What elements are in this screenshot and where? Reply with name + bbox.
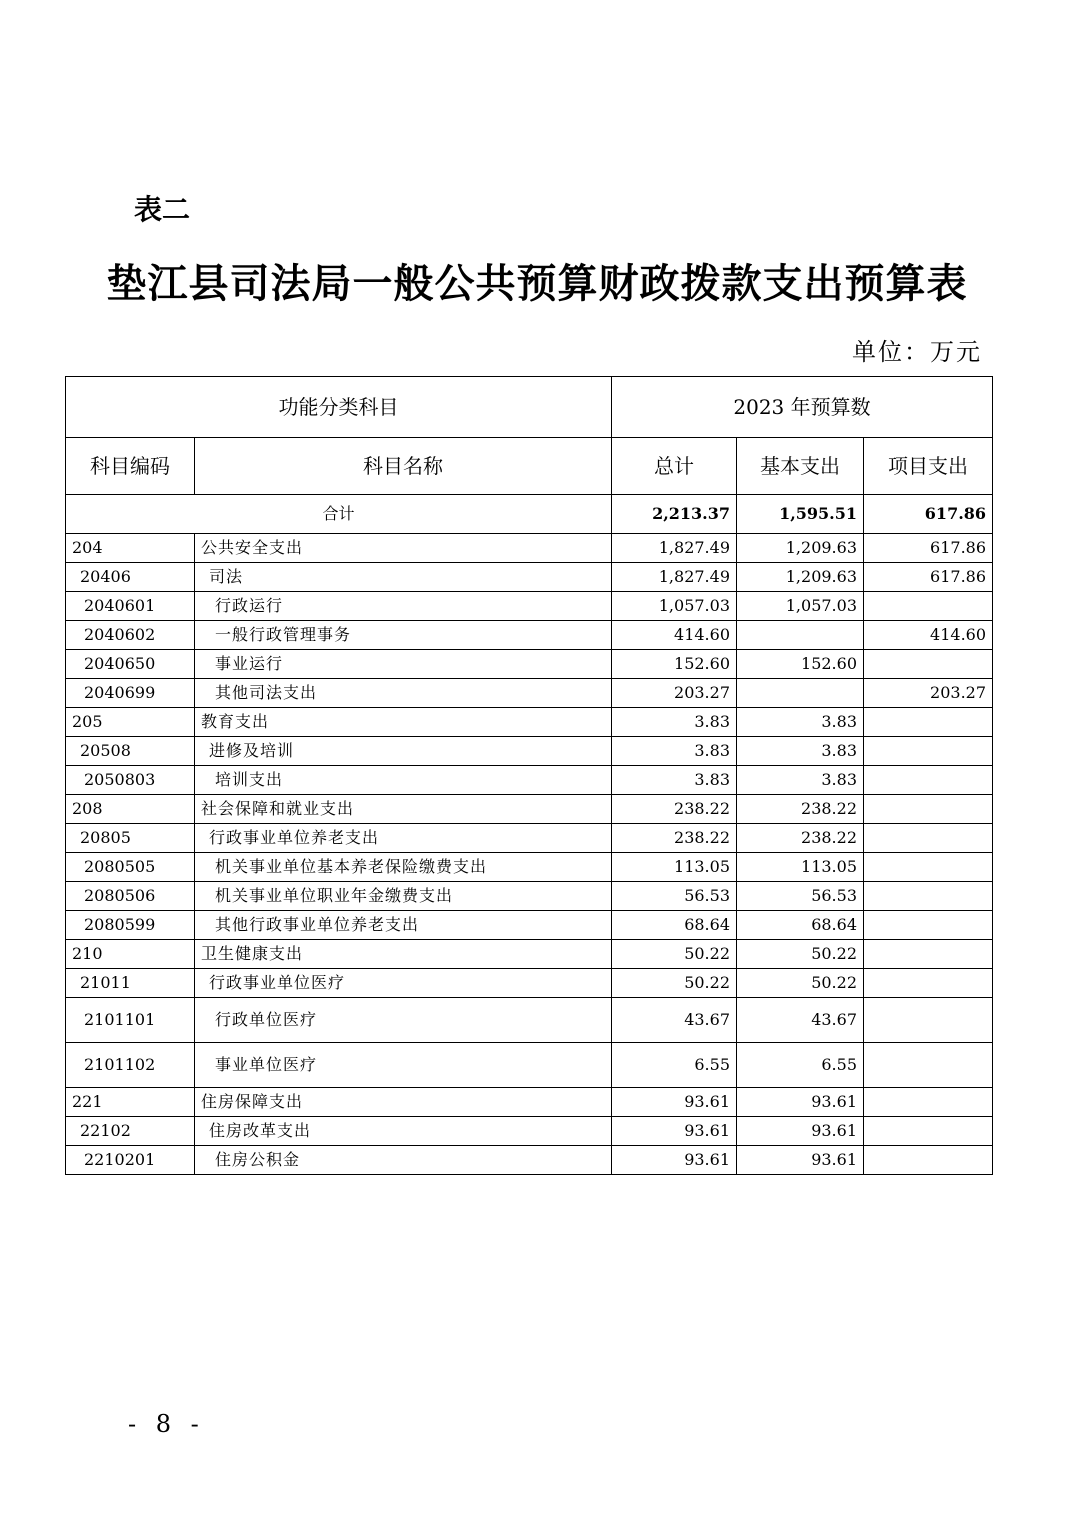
total-row (66, 495, 993, 534)
row-code: 2080599 (66, 911, 195, 940)
row-basic: 1,209.63 (737, 563, 864, 592)
table-row (66, 534, 993, 563)
table-row (66, 1043, 993, 1088)
row-basic: 152.60 (737, 650, 864, 679)
row-name: 司法 (195, 563, 612, 592)
row-basic: 93.61 (737, 1088, 864, 1117)
row-total: 93.61 (612, 1117, 737, 1146)
table-row (66, 563, 993, 592)
group-header-budget: 2023 年预算数 (612, 377, 993, 438)
group-header-function: 功能分类科目 (66, 377, 612, 438)
row-name: 机关事业单位基本养老保险缴费支出 (195, 853, 612, 882)
row-code: 2080506 (66, 882, 195, 911)
row-name: 行政事业单位医疗 (195, 969, 612, 998)
table-row (66, 708, 993, 737)
table-row (66, 766, 993, 795)
row-basic: 93.61 (737, 1146, 864, 1175)
row-total: 93.61 (612, 1146, 737, 1175)
row-code: 21011 (66, 969, 195, 998)
row-project (864, 1146, 993, 1175)
row-code: 2210201 (66, 1146, 195, 1175)
total-project: 617.86 (864, 495, 993, 534)
row-total: 1,827.49 (612, 563, 737, 592)
table-row (66, 679, 993, 708)
column-header-project: 项目支出 (864, 438, 993, 495)
row-project (864, 1043, 993, 1088)
row-basic: 1,057.03 (737, 592, 864, 621)
row-project: 617.86 (864, 563, 993, 592)
row-project (864, 998, 993, 1043)
table-row (66, 592, 993, 621)
table-row (66, 1088, 993, 1117)
row-total: 3.83 (612, 766, 737, 795)
row-code: 204 (66, 534, 195, 563)
table-row (66, 650, 993, 679)
row-basic: 56.53 (737, 882, 864, 911)
row-total: 414.60 (612, 621, 737, 650)
row-total: 1,827.49 (612, 534, 737, 563)
row-project (864, 1117, 993, 1146)
row-code: 2080505 (66, 853, 195, 882)
row-project (864, 824, 993, 853)
row-name: 行政运行 (195, 592, 612, 621)
row-basic (737, 679, 864, 708)
budget-table (65, 376, 993, 1175)
row-total: 50.22 (612, 940, 737, 969)
table-label: 表二 (134, 193, 191, 226)
row-total: 68.64 (612, 911, 737, 940)
table-row (66, 911, 993, 940)
row-code: 2040602 (66, 621, 195, 650)
row-code: 2040650 (66, 650, 195, 679)
row-total: 113.05 (612, 853, 737, 882)
column-header-name: 科目名称 (195, 438, 612, 495)
row-total: 6.55 (612, 1043, 737, 1088)
row-project (864, 882, 993, 911)
row-name: 社会保障和就业支出 (195, 795, 612, 824)
row-project (864, 708, 993, 737)
row-code: 2050803 (66, 766, 195, 795)
row-basic: 43.67 (737, 998, 864, 1043)
table-row (66, 969, 993, 998)
row-basic: 113.05 (737, 853, 864, 882)
row-code: 22102 (66, 1117, 195, 1146)
row-code: 2040699 (66, 679, 195, 708)
row-name: 住房保障支出 (195, 1088, 612, 1117)
total-total: 2,213.37 (612, 495, 737, 534)
group-header-row (66, 377, 993, 438)
column-header-row (66, 438, 993, 495)
row-code: 20508 (66, 737, 195, 766)
row-total: 152.60 (612, 650, 737, 679)
total-basic: 1,595.51 (737, 495, 864, 534)
column-header-basic: 基本支出 (737, 438, 864, 495)
row-total: 1,057.03 (612, 592, 737, 621)
row-basic: 68.64 (737, 911, 864, 940)
row-basic: 50.22 (737, 969, 864, 998)
row-code: 20406 (66, 563, 195, 592)
row-basic: 50.22 (737, 940, 864, 969)
row-project (864, 1088, 993, 1117)
row-total: 3.83 (612, 737, 737, 766)
row-total: 43.67 (612, 998, 737, 1043)
table-row (66, 737, 993, 766)
row-name: 其他司法支出 (195, 679, 612, 708)
row-total: 3.83 (612, 708, 737, 737)
row-name: 培训支出 (195, 766, 612, 795)
row-total: 93.61 (612, 1088, 737, 1117)
row-name: 行政单位医疗 (195, 998, 612, 1043)
row-project (864, 650, 993, 679)
total-label: 合计 (66, 495, 612, 534)
table-row (66, 1117, 993, 1146)
row-code: 2040601 (66, 592, 195, 621)
row-project (864, 766, 993, 795)
row-code: 205 (66, 708, 195, 737)
row-name: 行政事业单位养老支出 (195, 824, 612, 853)
row-basic: 93.61 (737, 1117, 864, 1146)
row-name: 事业单位医疗 (195, 1043, 612, 1088)
table-row (66, 824, 993, 853)
row-basic: 6.55 (737, 1043, 864, 1088)
page-number: - 8 - (128, 1410, 205, 1438)
row-project (864, 737, 993, 766)
row-name: 教育支出 (195, 708, 612, 737)
row-basic: 3.83 (737, 708, 864, 737)
row-code: 2101101 (66, 998, 195, 1043)
row-basic: 3.83 (737, 766, 864, 795)
row-total: 238.22 (612, 824, 737, 853)
row-basic (737, 621, 864, 650)
table-row (66, 621, 993, 650)
row-basic: 238.22 (737, 824, 864, 853)
row-project (864, 969, 993, 998)
row-project (864, 940, 993, 969)
row-name: 住房公积金 (195, 1146, 612, 1175)
row-name: 其他行政事业单位养老支出 (195, 911, 612, 940)
row-project: 414.60 (864, 621, 993, 650)
row-basic: 3.83 (737, 737, 864, 766)
row-total: 238.22 (612, 795, 737, 824)
row-total: 203.27 (612, 679, 737, 708)
row-name: 进修及培训 (195, 737, 612, 766)
row-project: 617.86 (864, 534, 993, 563)
row-code: 210 (66, 940, 195, 969)
row-name: 公共安全支出 (195, 534, 612, 563)
row-project: 203.27 (864, 679, 993, 708)
table-row (66, 940, 993, 969)
row-project (864, 853, 993, 882)
unit-note: 单位：万元 (852, 338, 982, 366)
row-basic: 238.22 (737, 795, 864, 824)
table-row (66, 1146, 993, 1175)
row-code: 221 (66, 1088, 195, 1117)
row-name: 机关事业单位职业年金缴费支出 (195, 882, 612, 911)
row-basic: 1,209.63 (737, 534, 864, 563)
table-row (66, 998, 993, 1043)
row-name: 卫生健康支出 (195, 940, 612, 969)
table-row (66, 882, 993, 911)
row-total: 56.53 (612, 882, 737, 911)
row-code: 2101102 (66, 1043, 195, 1088)
row-total: 50.22 (612, 969, 737, 998)
table-row (66, 795, 993, 824)
row-project (864, 592, 993, 621)
table-row (66, 853, 993, 882)
column-header-code: 科目编码 (66, 438, 195, 495)
row-name: 事业运行 (195, 650, 612, 679)
row-project (864, 795, 993, 824)
row-code: 20805 (66, 824, 195, 853)
row-code: 208 (66, 795, 195, 824)
row-project (864, 911, 993, 940)
page-title: 垫江县司法局一般公共预算财政拨款支出预算表 (106, 261, 968, 307)
column-header-total: 总计 (612, 438, 737, 495)
row-name: 住房改革支出 (195, 1117, 612, 1146)
row-name: 一般行政管理事务 (195, 621, 612, 650)
